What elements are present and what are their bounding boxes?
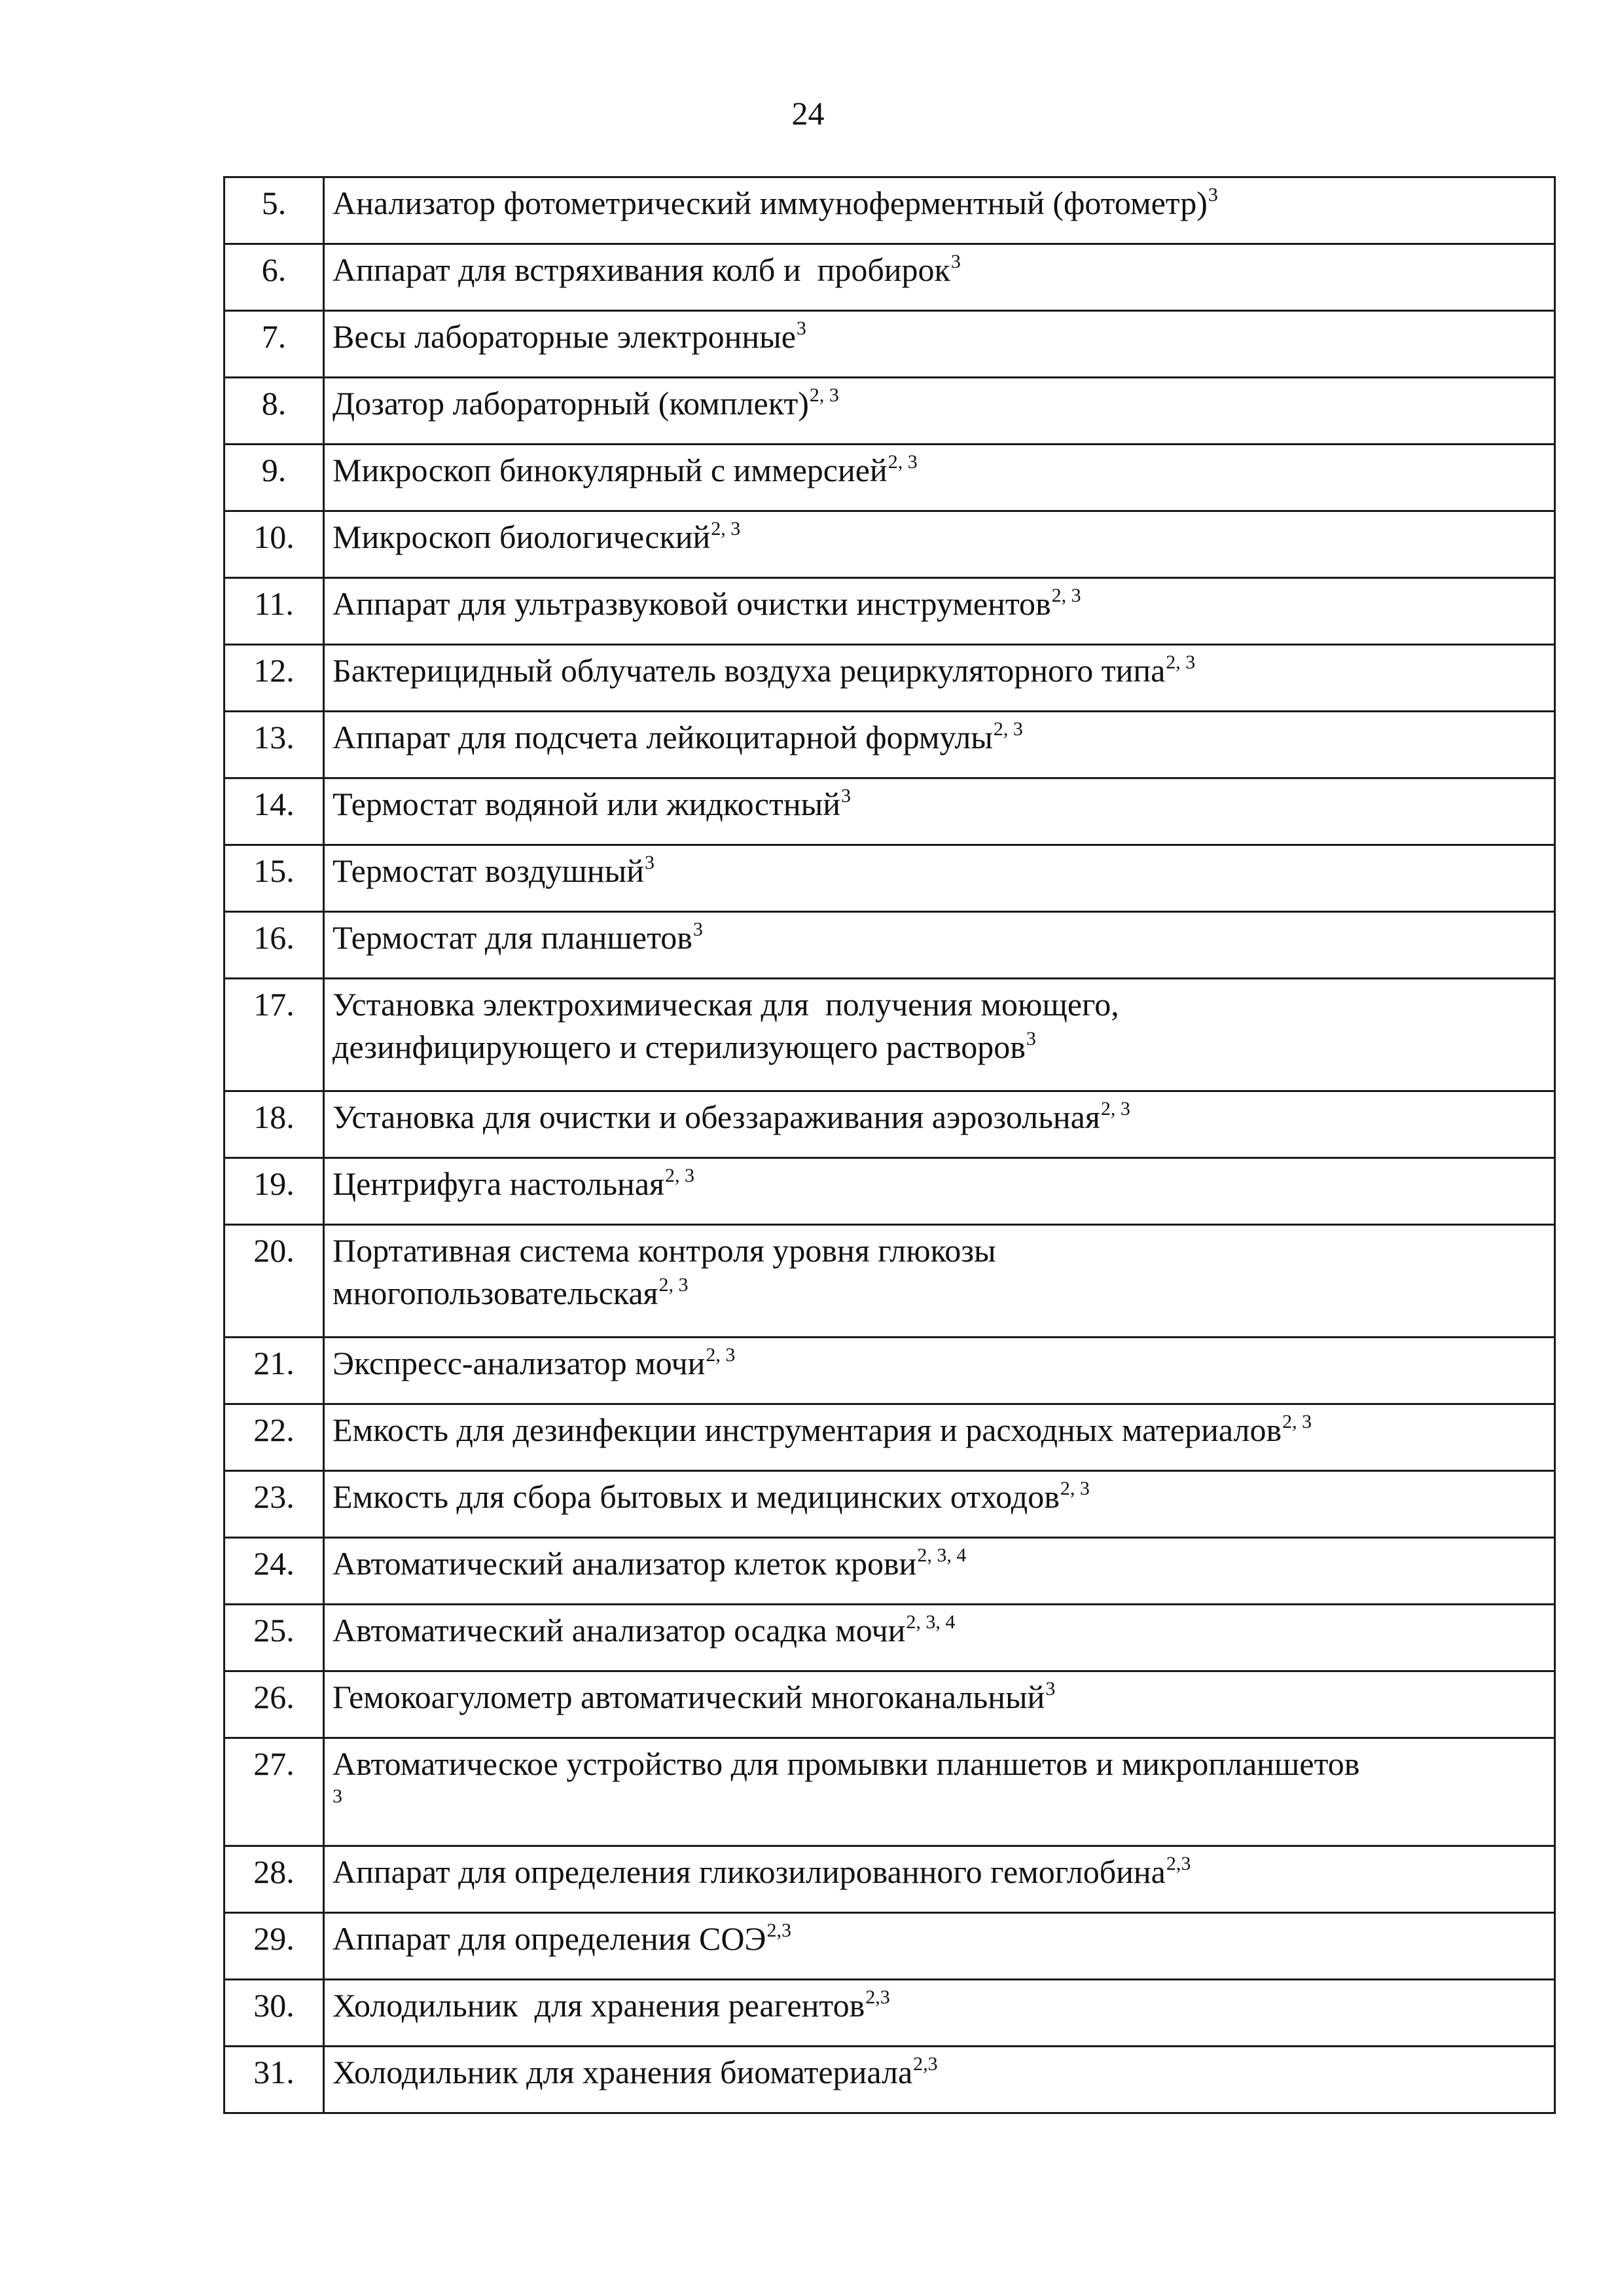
equipment-name [324,712,1555,778]
footnote-ref: 2, 3 [1060,1478,1090,1499]
equipment-name [324,244,1555,311]
equipment-name [324,1605,1555,1671]
row-number: 18. [224,1091,324,1158]
equipment-name-text: Портативная система контроля уровня глюкозы многопользовательская [332,1232,996,1311]
footnote-ref: 3 [950,251,961,272]
equipment-name-text: Автоматическое устройство для промывки планшетов и микропланшетов [332,1745,1360,1782]
equipment-name-text: Емкость для дезинфекции инструментария и расходных материалов [332,1412,1282,1448]
row-number: 6. [224,244,324,311]
footnote-ref: 2,3 [865,1986,890,2008]
row-number: 25. [224,1605,324,1671]
equipment-name-text: Микроскоп бинокулярный с иммерсией [332,452,888,488]
footnote-ref: 3 [332,1785,342,1807]
footnote-ref: 2, 3 [706,1344,736,1366]
table-row [224,912,1555,979]
equipment-name-text: Термостат для планшетов [332,919,692,956]
footnote-ref: 3 [692,919,703,940]
equipment-name-text: Автоматический анализатор клеток крови [332,1545,917,1582]
footnote-ref: 3 [1026,1028,1036,1049]
equipment-name-text: Холодильник для хранения реагентов [332,1987,865,2024]
footnote-ref: 3 [645,852,655,873]
row-number: 29. [224,1913,324,1980]
table-row [224,1471,1555,1538]
equipment-name [324,1671,1555,1738]
row-number: 13. [224,712,324,778]
table-row [224,1738,1555,1846]
table-row [224,1913,1555,1980]
table-row [224,578,1555,645]
page-number: 24 [791,95,825,132]
table-row [224,712,1555,778]
table-row [224,311,1555,378]
row-number: 19. [224,1158,324,1225]
table-row [224,1846,1555,1913]
footnote-ref: 2, 3, 4 [917,1544,967,1566]
row-number: 30. [224,1980,324,2047]
equipment-name [324,1913,1555,1980]
row-number: 17. [224,979,324,1091]
equipment-name [324,1846,1555,1913]
equipment-name [324,1091,1555,1158]
row-number: 27. [224,1738,324,1846]
equipment-name-text: Аппарат для встряхивания колб и пробирок [332,251,950,288]
table-row [224,244,1555,311]
equipment-name-text: Гемокоагулометр автоматический многоканальный [332,1679,1045,1715]
equipment-name [324,778,1555,845]
row-number: 23. [224,1471,324,1538]
table-row [224,1605,1555,1671]
footnote-ref: 3 [796,318,806,339]
table-row [224,1338,1555,1404]
row-number: 5. [224,177,324,244]
footnote-ref: 2, 3 [888,451,918,473]
table-row [224,1158,1555,1225]
equipment-name [324,445,1555,511]
equipment-name-text: Экспресс-анализатор мочи [332,1345,706,1381]
equipment-name [324,1225,1555,1338]
footnote-ref: 3 [841,785,852,807]
row-number: 28. [224,1846,324,1913]
footnote-ref: 2, 3, 4 [906,1611,956,1633]
row-number: 22. [224,1404,324,1471]
equipment-name [324,1738,1555,1846]
footnote-ref: 2, 3 [809,384,839,406]
equipment-name [324,1404,1555,1471]
table-row [224,445,1555,511]
row-number: 26. [224,1671,324,1738]
equipment-name-text: Дозатор лабораторный (комплект) [332,385,809,422]
table-row [224,1980,1555,2047]
table-row [224,1091,1555,1158]
table-row [224,778,1555,845]
equipment-name [324,378,1555,445]
footnote-ref: 2, 3 [665,1165,695,1186]
equipment-name-text: Установка для очистки и обеззараживания аэрозольная [332,1099,1100,1135]
equipment-name-text: Аппарат для определения гликозилированного гемоглобина [332,1853,1166,1890]
row-number: 8. [224,378,324,445]
equipment-name-text: Установка электрохимическая для получения моющего, дезинфицирующего и стерилизующего растворов [332,986,1119,1065]
equipment-name-text: Термостат воздушный [332,852,645,889]
equipment-name-text: Аппарат для подсчета лейкоцитарной формулы [332,719,993,756]
equipment-name-text: Термостат водяной или жидкостный [332,786,841,822]
equipment-name [324,845,1555,912]
equipment-name [324,1158,1555,1225]
row-number: 14. [224,778,324,845]
footnote-ref: 2, 3 [1166,651,1196,673]
row-number: 24. [224,1538,324,1605]
row-number: 31. [224,2047,324,2113]
equipment-name-text: Аппарат для ультразвуковой очистки инструментов [332,585,1051,622]
footnote-ref: 2, 3 [658,1274,689,1296]
equipment-name [324,177,1555,244]
equipment-name-text: Бактерицидный облучатель воздуха рециркуляторного типа [332,652,1166,689]
equipment-name [324,1980,1555,2047]
footnote-ref: 2,3 [766,1920,791,1941]
equipment-name [324,578,1555,645]
equipment-table [223,176,1556,2114]
equipment-name-text: Центрифуга настольная [332,1165,665,1202]
footnote-ref: 3 [1208,184,1218,206]
footnote-ref: 2, 3 [1051,585,1081,606]
footnote-ref: 2, 3 [1282,1411,1312,1432]
footnote-ref: 2,3 [913,2053,938,2075]
row-number: 11. [224,578,324,645]
table-row [224,1225,1555,1338]
row-number: 21. [224,1338,324,1404]
row-number: 16. [224,912,324,979]
equipment-name [324,511,1555,578]
row-number: 20. [224,1225,324,1338]
equipment-name [324,1471,1555,1538]
footnote-ref: 2, 3 [1100,1098,1130,1120]
table-row [224,177,1555,244]
equipment-name [324,311,1555,378]
equipment-name [324,2047,1555,2113]
footnote-ref: 2, 3 [711,518,741,539]
footnote-ref: 2, 3 [993,718,1023,740]
table-row [224,1671,1555,1738]
equipment-name-text: Аппарат для определения СОЭ [332,1920,766,1957]
row-number: 15. [224,845,324,912]
equipment-name [324,645,1555,712]
row-number: 7. [224,311,324,378]
equipment-name-text: Анализатор фотометрический иммуноферментный (фотометр) [332,185,1208,221]
equipment-name-text: Емкость для сбора бытовых и медицинских отходов [332,1478,1060,1515]
table-row [224,645,1555,712]
table-row [224,1538,1555,1605]
equipment-name-text: Холодильник для хранения биоматериала [332,2054,913,2090]
footnote-ref: 3 [1045,1678,1056,1700]
table-row [224,378,1555,445]
table-row [224,2047,1555,2113]
row-number: 12. [224,645,324,712]
table-row [224,979,1555,1091]
row-number: 9. [224,445,324,511]
equipment-name [324,979,1555,1091]
equipment-name-text: Микроскоп биологический [332,519,711,555]
equipment-name [324,912,1555,979]
row-number: 10. [224,511,324,578]
equipment-name-text: Автоматический анализатор осадка мочи [332,1612,906,1649]
footnote-ref: 2,3 [1166,1853,1191,1874]
table-row [224,845,1555,912]
equipment-name [324,1538,1555,1605]
equipment-name [324,1338,1555,1404]
table-row [224,511,1555,578]
equipment-name-text: Весы лабораторные электронные [332,318,796,355]
table-row [224,1404,1555,1471]
